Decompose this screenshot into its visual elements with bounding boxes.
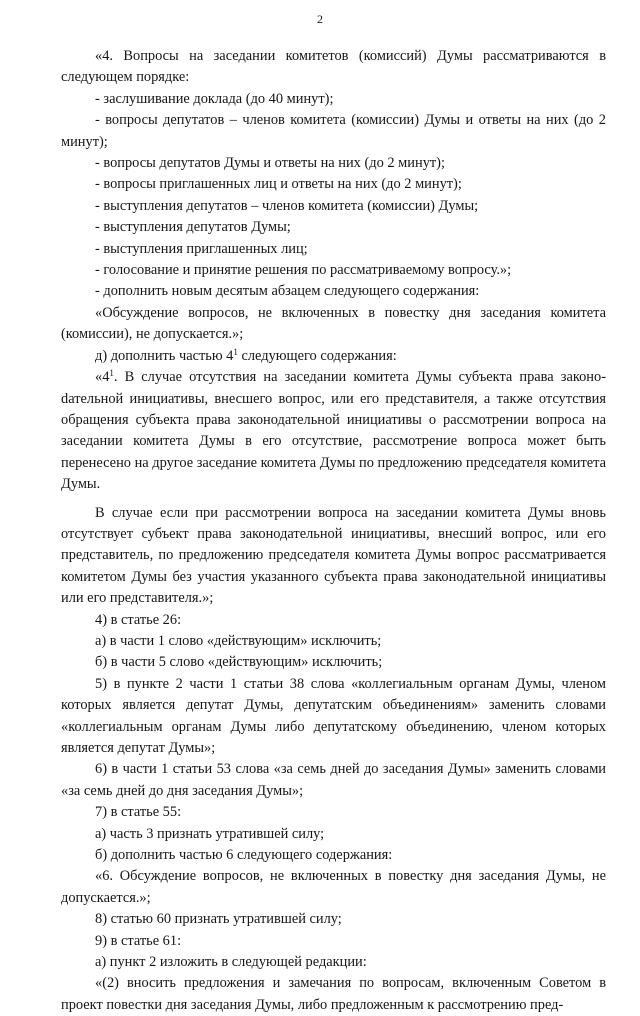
paragraph: «Обсуждение вопросов, не включенных в повестку дня заседания комитета (комиссии), не допускается.»; <box>61 304 606 343</box>
paragraph: - выступления депутатов Думы; <box>95 219 291 236</box>
paragraph: 7) в статье 55: <box>95 804 182 821</box>
paragraph: 5) в пункте 2 части 1 статьи 38 слова «коллегиальным органам Думы, членом которых является депутат Думы, депутатским объединениям» заменить словами «коллегиальным органам Думы либо депутатскому объединению, членом которых является депутат Думы»; <box>61 675 606 756</box>
paragraph: 8) статью 60 признать утратившей силу; <box>95 911 342 928</box>
paragraph: - дополнить новым десятым абзацем следующего содержания: <box>95 283 480 300</box>
paragraph: - выступления депутатов – членов комитета (комиссии) Думы; <box>95 197 479 214</box>
paragraph: - вопросы депутатов – членов комитета (комиссии) Думы и ответы на них (до 2 минут); <box>61 112 606 150</box>
paragraph: - заслушивание доклада (до 40 минут); <box>95 90 334 107</box>
paragraph: «4. Вопросы на заседании комитетов (комиссий) Думы рассматриваются в следующем порядке: <box>61 48 606 86</box>
paragraph: - вопросы приглашенных лиц и ответы на них (до 2 минут); <box>95 176 462 193</box>
paragraph: - выступления приглашенных лиц; <box>95 240 308 257</box>
superscript-index: 1 <box>109 368 114 379</box>
paragraph: «6. Обсуждение вопросов, не включенных в повестку дня заседания Думы, не допускается.»; <box>61 868 606 906</box>
paragraph-text-end: . В случае отсутствия на заседании комитета Думы субъекта права законоdательной инициативы, внесшего вопрос, или его представителя, а также отсутствия обращения субъекта права законодательной инициативы о рассмотрении вопроса на заседании комитета Думы в его отсутствие, рассмотрение вопроса может быть перенесено на другое заседание комитета Думы по предложению председателя комитета Думы. <box>61 369 606 493</box>
paragraph <box>61 346 606 367</box>
paragraph: 6) в части 1 статьи 53 слова «за семь дней до заседания Думы» заменить словами «за семь дней до дня заседания Думы»; <box>61 761 606 799</box>
superscript-index: 1 <box>233 346 238 357</box>
paragraph-text-start: «4 <box>95 369 110 386</box>
paragraph: 4) в статье 26: <box>95 611 182 628</box>
paragraph: а) в части 1 слово «действующим» исключить; <box>95 632 382 649</box>
paragraph: а) пункт 2 изложить в следующей редакции: <box>95 954 367 971</box>
paragraph: 9) в статье 61: <box>95 932 182 949</box>
paragraph: б) в части 5 слово «действующим» исключить; <box>95 654 383 671</box>
paragraph: «(2) вносить предложения и замечания по вопросам, включенным Советом в проект повестки дня заседания Думы, либо предложенным к рассмотрению пред- <box>61 975 606 1013</box>
paragraph: - вопросы депутатов Думы и ответы на них (до 2 минут); <box>95 155 445 172</box>
paragraph: - голосование и принятие решения по рассматриваемому вопросу.»; <box>95 262 512 279</box>
document-body <box>61 46 606 1016</box>
paragraph: б) дополнить частью 6 следующего содержания: <box>95 847 393 864</box>
paragraph <box>61 367 606 495</box>
paragraph: В случае если при рассмотрении вопроса на заседании комитета Думы вновь отсутствует субъект права законодательной инициативы, внесший вопрос, или его представитель, по предложению председателя комитета Думы вопрос рассматривается комитетом Думы без участия указанного субъекта права законодательной инициативы или его представителя.»; <box>61 504 606 607</box>
paragraph-text-start: д) дополнить частью 4 <box>95 347 234 364</box>
paragraph: а) часть 3 признать утратившей силу; <box>95 825 325 842</box>
paragraph-text-end: следующего содержания: <box>237 347 397 364</box>
page-number: 2 <box>317 12 323 26</box>
